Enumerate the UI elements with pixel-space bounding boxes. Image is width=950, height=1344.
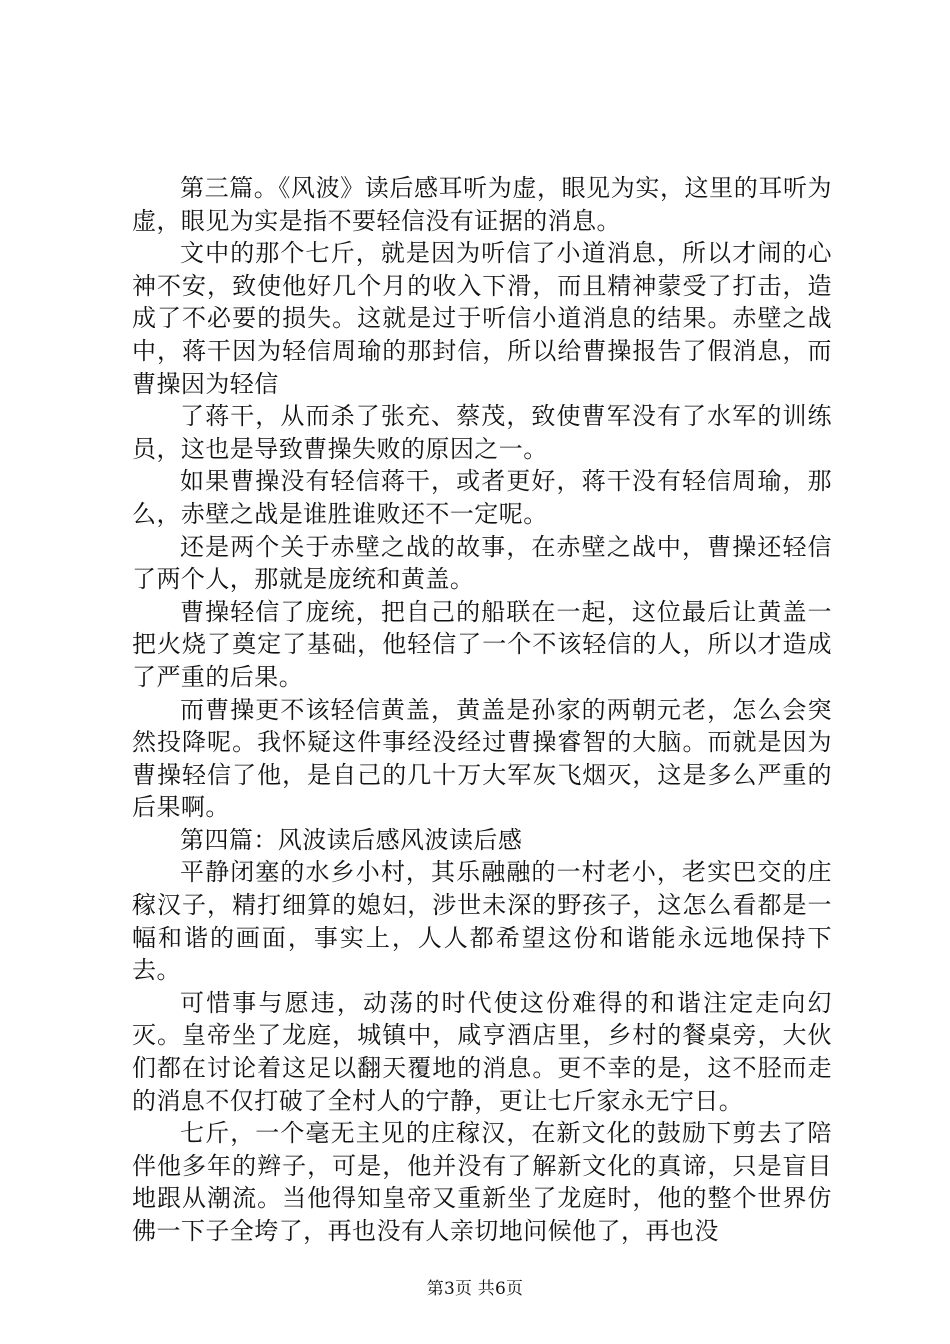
paragraph-1: 第三篇。《风波》读后感耳听为虚，眼见为实，这里的耳听为虚，眼见为实是指不要轻信没有证据的消息。 [132, 174, 832, 235]
paragraph-8: 平静闭塞的水乡小村，其乐融融的一村老小，老实巴交的庄稼汉子，精打细算的媳妇，涉世未深的野孩子，这怎么看都是一幅和谐的画面，事实上，人人都希望这份和谐能永远地保持下去。 [132, 858, 832, 985]
paragraph-3: 了蒋干，从而杀了张充、蔡茂，致使曹军没有了水军的训练员，这也是导致曹操失败的原因之一。 [132, 402, 832, 463]
page-footer [0, 1274, 950, 1299]
paragraph-5: 还是两个关于赤壁之战的故事，在赤壁之战中，曹操还轻信了两个人，那就是庞统和黄盖。 [132, 532, 832, 594]
paragraph-4: 如果曹操没有轻信蒋干，或者更好，蒋干没有轻信周瑜，那么，赤壁之战是谁胜谁败还不一定呢。 [132, 467, 832, 528]
paragraph-9: 可惜事与愿违，动荡的时代使这份难得的和谐注定走向幻灭。皇帝坐了龙庭，城镇中，咸亨酒店里，乡村的餐桌旁，大伙们都在讨论着这足以翻天覆地的消息。更不幸的是，这不胫而走的消息不仅打破了全村人的宁静，更让七斤家永无宁日。 [132, 988, 832, 1115]
paragraph-6: 曹操轻信了庞统，把自己的船联在一起，这位最后让黄盖一把火烧了奠定了基础，他轻信了一个不该轻信的人，所以才造成了严重的后果。 [132, 597, 832, 691]
page-number: 第3页 共6页 [426, 1279, 524, 1299]
paragraph-10: 七斤，一个毫无主见的庄稼汉，在新文化的鼓励下剪去了陪伴他多年的辫子，可是，他并没有了解新文化的真谛，只是盲目地跟从潮流。当他得知皇帝又重新坐了龙庭时，他的整个世界仿佛一下子全垮了，再也没有人亲切地问候他了，再也没 [132, 1119, 832, 1245]
section-heading: 第四篇：风波读后感风波读后感 [180, 825, 523, 854]
paragraph-2: 文中的那个七斤，就是因为听信了小道消息，所以才闹的心神不安，致使他好几个月的收入下滑，而且精神蒙受了打击，造成了不必要的损失。这就是过于听信小道消息的结果。赤壁之战中，蒋干因为轻信周瑜的那封信，所以给曹操报告了假消息，而曹操因为轻信 [132, 239, 832, 398]
body-text [132, 172, 832, 1248]
paragraph-7: 而曹操更不该轻信黄盖，黄盖是孙家的两朝元老，怎么会突然投降呢。我怀疑这件事经没经过曹操睿智的大脑。而就是因为曹操轻信了他，是自己的几十万大军灰飞烟灭，这是多么严重的后果啊。 [132, 695, 832, 822]
